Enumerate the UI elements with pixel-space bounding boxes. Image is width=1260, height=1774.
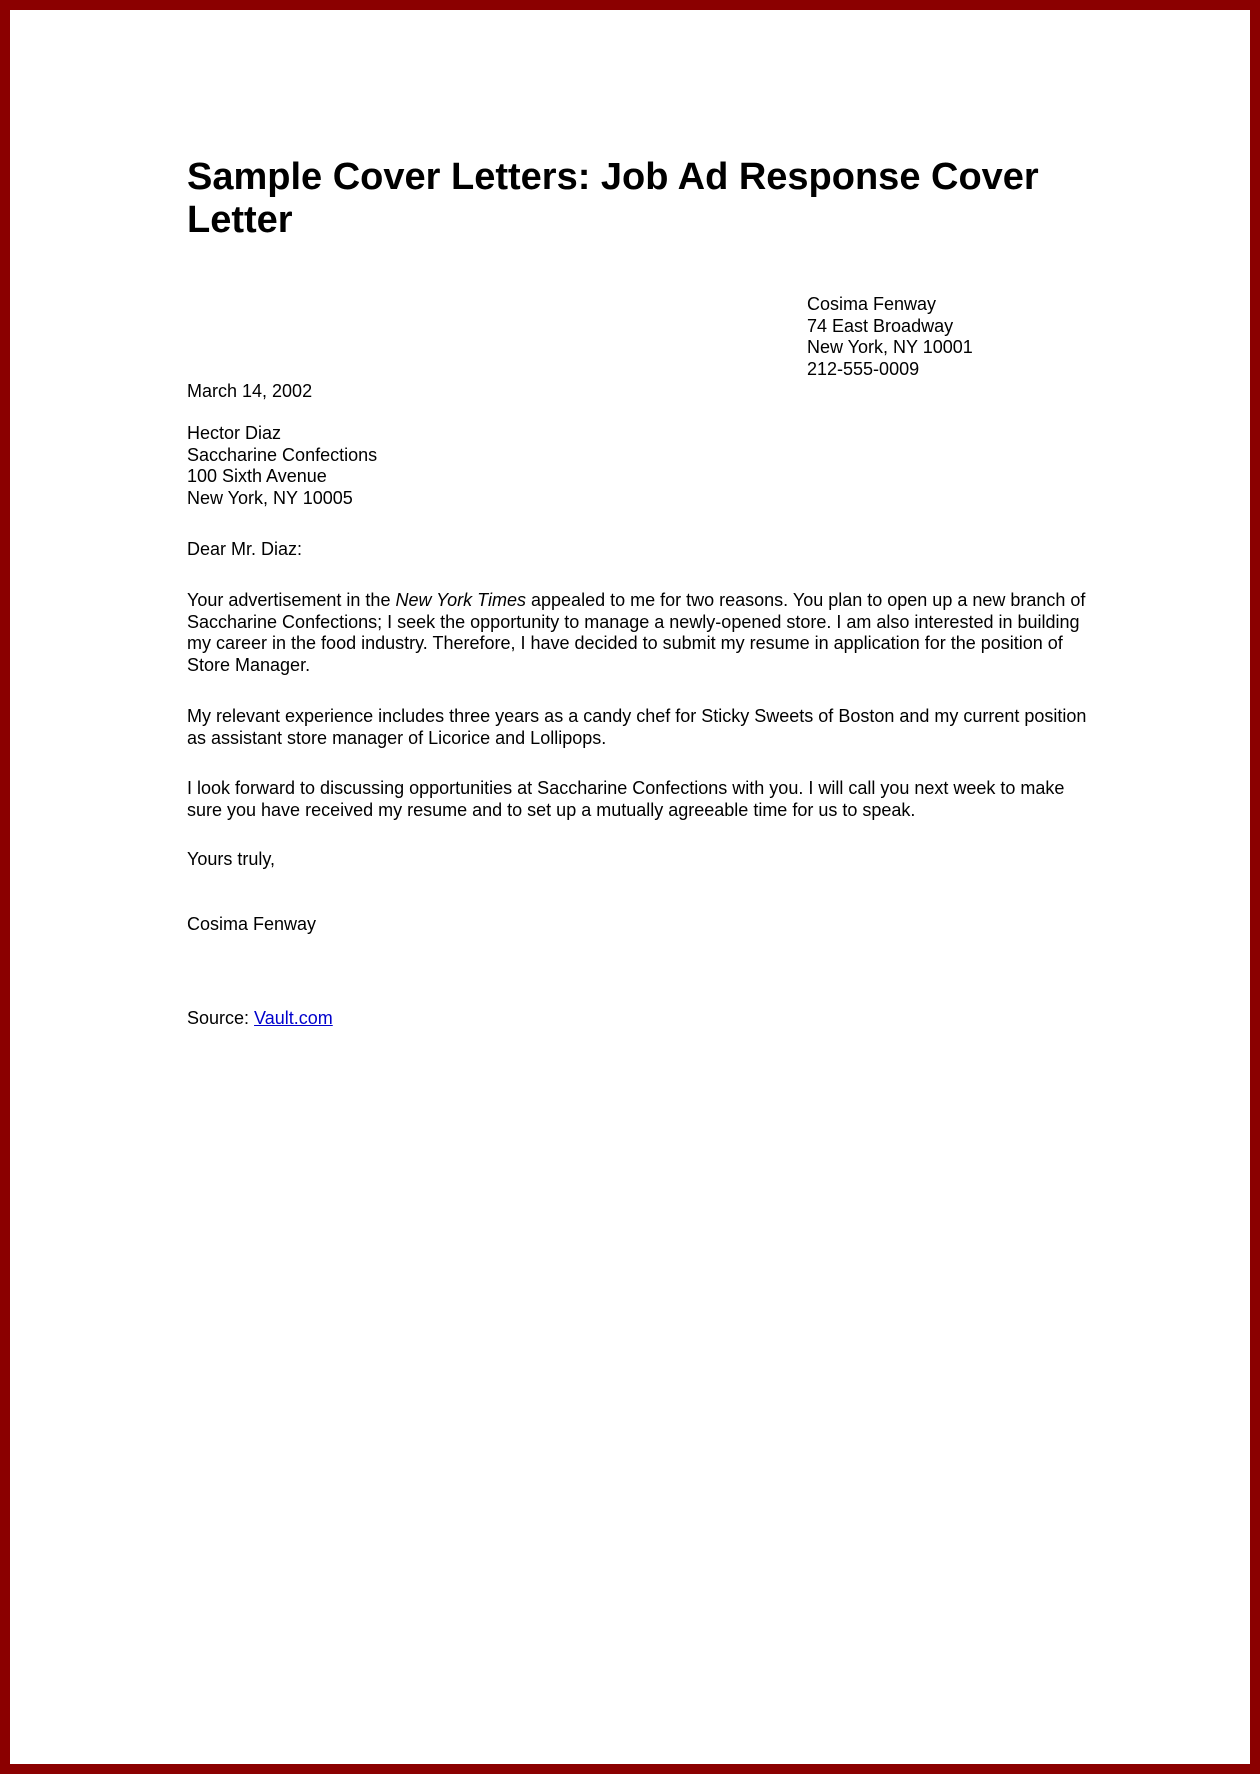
- source-link[interactable]: Vault.com: [254, 1008, 333, 1028]
- body-paragraph-1: [187, 590, 1087, 676]
- source-credit: [187, 1008, 333, 1030]
- sender-city: New York, NY 10001: [807, 337, 973, 357]
- recipient-company: Saccharine Confections: [187, 444, 378, 465]
- page-title: Sample Cover Letters: Job Ad Response Cover Letter: [187, 156, 1039, 241]
- sender-address-block: [807, 294, 973, 380]
- signature-name: Cosima Fenway: [187, 914, 317, 934]
- paragraph-1-rest: appealed to me for two reasons. You plan to open up a new branch of Saccharine Confections; I seek the opportunity to manage a newly-opened store. I am also interested in building my career in the food industry. Therefore, I have decided to submit my resume in application for the position of Store Manager.: [187, 590, 1086, 675]
- publication-name: New York Times: [395, 590, 527, 610]
- recipient-address-block: [187, 423, 377, 509]
- sender-phone: 212-555-0009: [807, 358, 920, 379]
- recipient-city: New York, NY 10005: [187, 487, 353, 508]
- recipient-name: Hector Diaz: [187, 423, 282, 443]
- source-label: Source:: [187, 1008, 255, 1028]
- body-paragraph-2: My relevant experience includes three years as a candy chef for Sticky Sweets of Boston and my current position as assistant store manager of Licorice and Lollipops.: [187, 706, 1087, 748]
- sender-name: Cosima Fenway: [807, 294, 937, 314]
- closing: Yours truly,: [187, 849, 276, 869]
- salutation: Dear Mr. Diaz:: [187, 539, 303, 559]
- letter-date: March 14, 2002: [187, 381, 313, 401]
- body-paragraph-3: I look forward to discussing opportunities at Saccharine Confections with you. I will call you next week to make sure you have received my resume and to set up a mutually agreeable time for us to speak.: [187, 778, 1065, 820]
- paragraph-1-intro: Your advertisement in the: [187, 590, 396, 610]
- recipient-street: 100 Sixth Avenue: [187, 466, 327, 486]
- sender-street: 74 East Broadway: [807, 315, 954, 336]
